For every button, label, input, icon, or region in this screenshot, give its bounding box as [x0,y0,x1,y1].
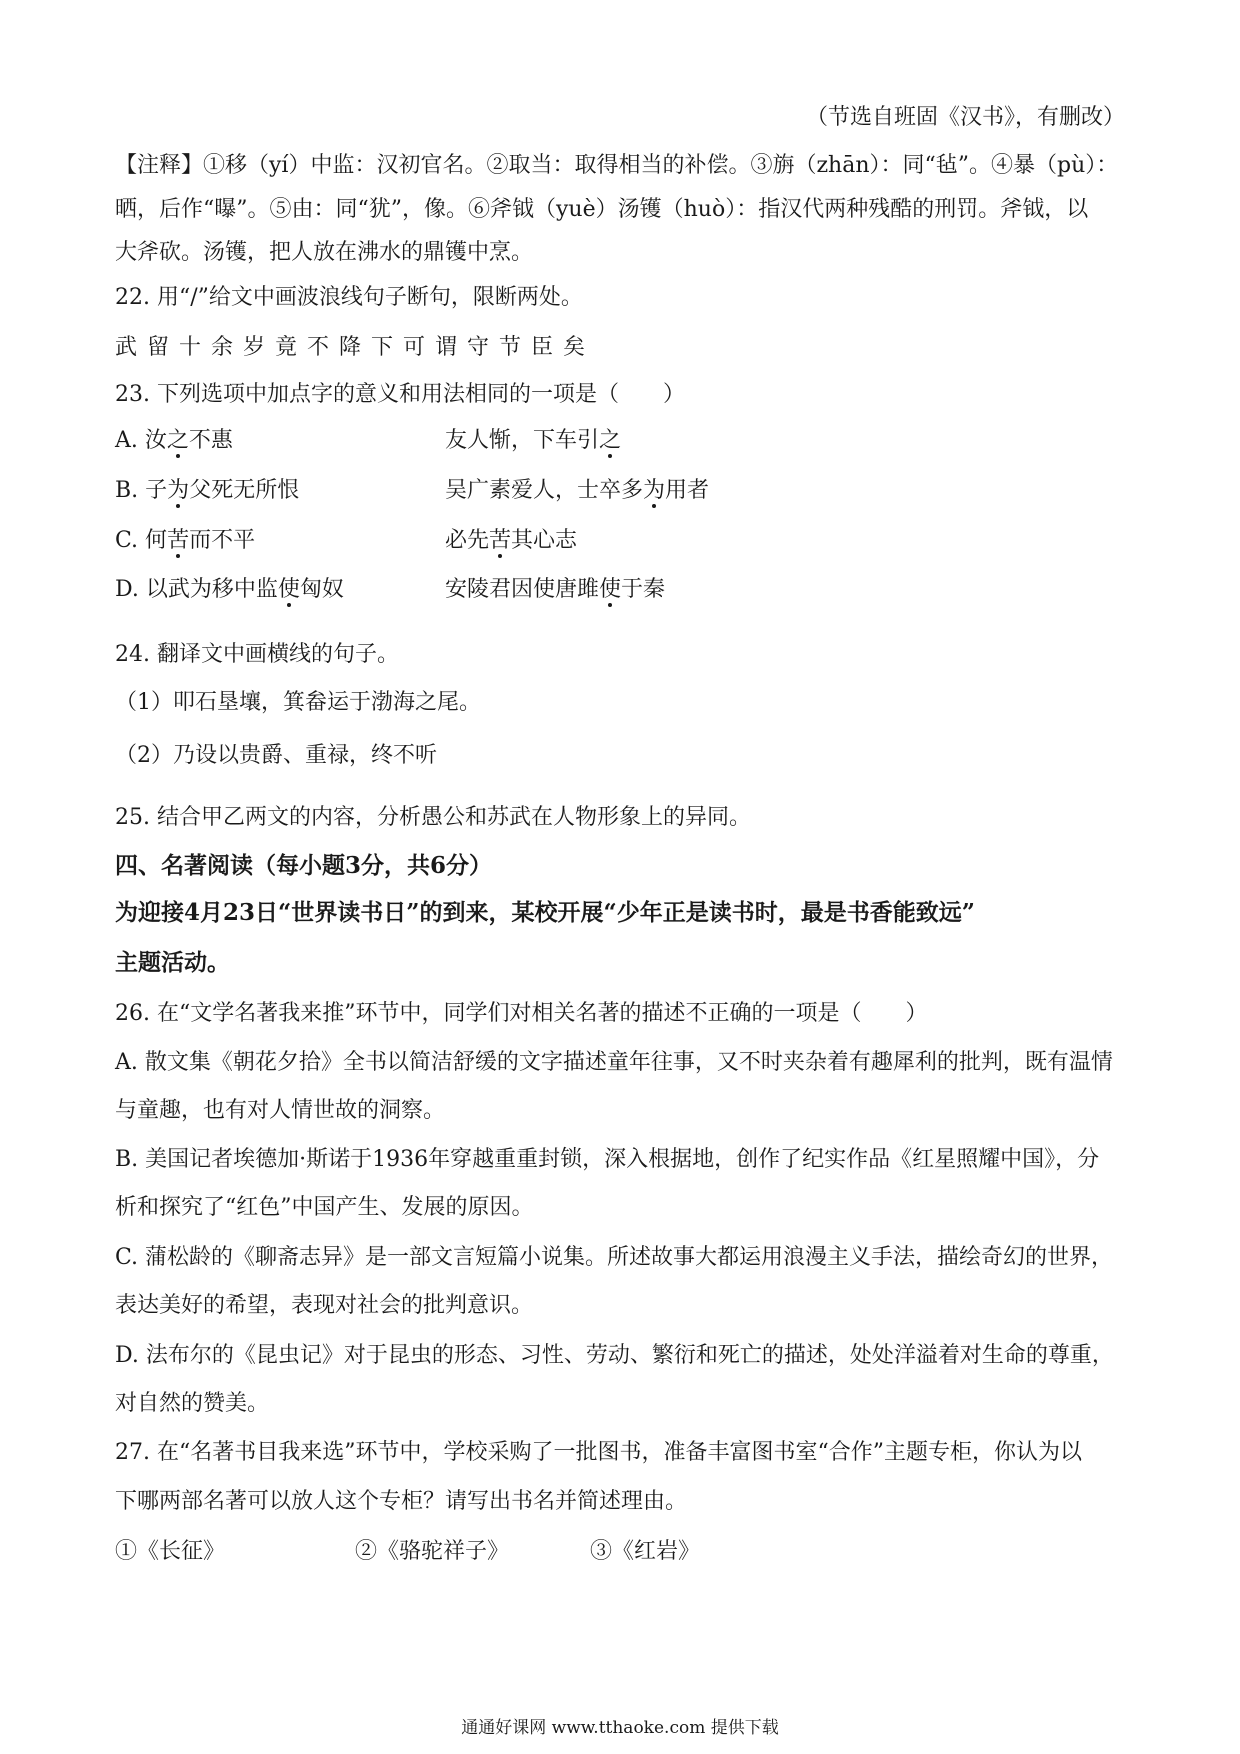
q25-prompt: 25. 结合甲乙两文的内容，分析愚公和苏武在人物形象上的异同。 [115,805,751,830]
q23-option-a [115,426,1125,456]
book-item: ①《长征》 [115,1539,226,1564]
notes-line-1: 【注释】①移（yí）中监：汉初官名。②取当：取得相当的补偿。③旃（zhān）：同“毡”。④暴（pù）： [115,153,1119,178]
dotted-char: 为 [167,478,190,503]
q23-option-d [115,575,1125,605]
dotted-char: 苦 [489,528,512,553]
q24-prompt: 24. 翻译文中画横线的句子。 [115,642,399,667]
notes-line-3: 大斧砍。汤镬，把人放在沸水的鼎镬中烹。 [115,240,534,265]
q26-option-d-line-1: D. 法布尔的《昆虫记》对于昆虫的形态、习性、劳动、繁衍和死亡的描述，处处洋溢着对生命的尊重， [115,1343,1114,1368]
book-item: ③《红岩》 [590,1539,701,1564]
option-text: 而不平 [189,528,256,553]
dotted-char: 使 [599,577,622,602]
q27-book-list [115,1537,1125,1567]
q26-option-d-line-2: 对自然的赞美。 [115,1391,270,1416]
notes-line-2: 晒，后作“曝”。⑤由：同“犹”，像。⑥斧钺（yuè）汤镬（huò）：指汉代两种残酷的刑罚。斧钺，以 [115,197,1089,222]
option-text: 必先 [445,528,490,553]
q24-item-2: （2）乃设以贵爵、重禄，终不听 [115,743,437,768]
option-text: 以武为移中监 [145,577,278,602]
q26-option-c-line-2: 表达美好的希望，表现对社会的批判意识。 [115,1293,534,1318]
q26-option-b-line-1: B. 美国记者埃德加·斯诺于1936年穿越重重封锁，深入根据地，创作了纪实作品《红星照耀中国》，分 [115,1147,1100,1172]
option-text: 汝 [144,428,167,453]
option-letter: D. [115,577,146,602]
q24-item-1: （1）叩石垦壤，箕畚运于渤海之尾。 [115,690,481,715]
dotted-char: 苦 [167,528,190,553]
footer-watermark: 通通好课网 www.tthaoke.com 提供下载 [461,1718,779,1738]
option-text: 不惠 [188,428,233,453]
section-intro-line-1: 为迎接4月23日“世界读书日”的到来，某校开展“少年正是读书时，最是书香能致远” [115,899,975,926]
option-text: 何 [145,528,168,553]
source-citation: （节选自班固《汉书》，有删改） [805,105,1125,130]
q26-option-b-line-2: 析和探究了“红色”中国产生、发展的原因。 [115,1195,534,1220]
dotted-char: 之 [599,428,622,453]
q22-sentence: 武留十余岁竟不降下可谓守节臣矣 [115,335,596,360]
q23-option-b [115,476,1125,506]
option-text: 友人惭，下车引 [445,428,600,453]
option-text: 吴广素爱人，士卒多 [445,478,644,503]
book-item: ②《骆驼祥子》 [355,1539,510,1564]
q27-prompt-line-1: 27. 在“名著书目我来选”环节中，学校采购了一批图书，准备丰富图书室“合作”主题专柜，你认为以 [115,1440,1082,1465]
option-text: 用者 [665,478,710,503]
option-text: 其心志 [511,528,578,553]
option-text: 安陵君因使唐雎 [445,577,600,602]
option-text: 父死无所恨 [189,478,300,503]
q22-prompt: 22. 用“/”给文中画波浪线句子断句，限断两处。 [115,285,583,310]
section-heading: 四、名著阅读（每小题3分，共6分） [115,852,493,879]
q23-prompt: 23. 下列选项中加点字的意义和用法相同的一项是（ ） [115,382,685,407]
option-letter: B. [115,478,146,503]
option-text: 于秦 [621,577,666,602]
q26-option-a-line-2: 与童趣，也有对人情世故的洞察。 [115,1098,446,1123]
q23-option-c [115,526,1125,556]
section-intro-line-2: 主题活动。 [115,949,230,976]
q26-option-a-line-1: A. 散文集《朝花夕拾》全书以简洁舒缓的文字描述童年往事，又不时夹杂着有趣犀利的批判，既有温情 [115,1050,1113,1075]
option-text: 子 [145,478,168,503]
dotted-char: 使 [277,577,300,602]
dotted-char: 之 [166,428,189,453]
option-text: 匈奴 [299,577,344,602]
option-letter: A. [115,428,145,453]
q26-prompt: 26. 在“文学名著我来推”环节中，同学们对相关名著的描述不正确的一项是（ ） [115,1001,928,1026]
q27-prompt-line-2: 下哪两部名著可以放人这个专柜？请写出书名并简述理由。 [115,1489,688,1514]
option-letter: C. [115,528,146,553]
q26-option-c-line-1: C. 蒲松龄的《聊斋志异》是一部文言短篇小说集。所述故事大都运用浪漫主义手法，描绘奇幻的世界， [115,1245,1114,1270]
dotted-char: 为 [643,478,666,503]
